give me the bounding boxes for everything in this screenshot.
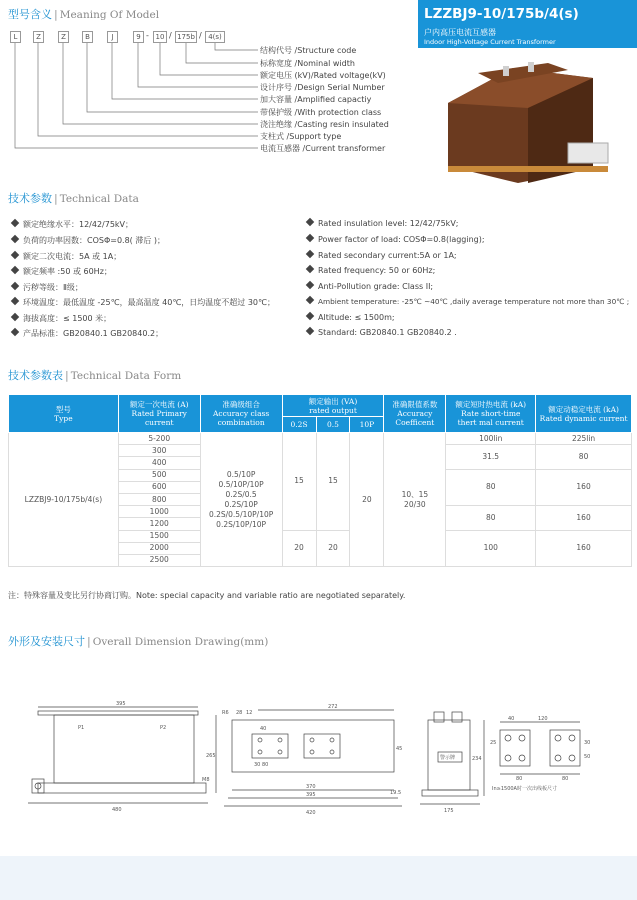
model-box-4s: 4(s): [205, 31, 225, 43]
dim-term-25: 25: [490, 740, 497, 746]
tech-title: 技术参数 | Technical Data: [8, 192, 139, 205]
top-view-drawing: [218, 700, 418, 828]
banner-model: LZZBJ9-10/175b/4(s): [424, 6, 579, 22]
cell-dynamic-5: 160: [536, 530, 632, 567]
tech-right-7: Altitude: ≤ 1500m;: [307, 313, 395, 322]
tech-left-6: 环境温度：最低温度 -25℃，最高温度 40℃，日均温度不超过 30℃；: [12, 297, 275, 308]
page-footer: [0, 856, 637, 900]
cell-thermal-4: 80: [446, 506, 536, 530]
cell-dynamic-1: 225lin: [536, 433, 632, 445]
cell-coef: 10、15 20/30: [384, 433, 446, 567]
th-out-10p: 10P: [350, 417, 384, 433]
product-photo: [418, 48, 637, 192]
model-item-ct: 电流互感器 /Current transformer: [260, 144, 386, 153]
model-item-width: 标称宽度 /Nominal width: [260, 59, 355, 68]
cell-dynamic-2: 80: [536, 445, 632, 469]
cell-accuracy: 0.5/10P 0.5/10P/10P 0.2S/0.5 0.2S/10P 0.2S/0.5/10P/10P 0.2S/10P/10P: [200, 433, 282, 567]
th-out-02s: 0.2S: [282, 417, 316, 433]
tech-left-2: 负荷的功率因数：COSΦ=0.8( 滞后 )；: [12, 235, 165, 246]
tech-title-en: Technical Data: [59, 193, 139, 205]
model-leader-lines: [0, 0, 260, 160]
tech-left-7: 海拔高度：≤ 1500 米；: [12, 313, 111, 324]
label-p1: P1: [78, 725, 85, 731]
cell-dynamic-3: 160: [536, 469, 632, 506]
th-output: 额定输出 (VA) rated output: [282, 395, 384, 417]
table-title-cn: 技术参数表: [8, 369, 63, 382]
cell-current: 2000: [118, 542, 200, 554]
drawing-title: 外形及安装尺寸 | Overall Dimension Drawing(mm): [8, 635, 269, 648]
dim-top-28: 28: [236, 710, 243, 716]
model-item-support: 支柱式 /Support type: [260, 132, 342, 141]
model-item-protection: 带保护级 /With protection class: [260, 108, 382, 117]
dim-top-30: 30: [254, 762, 261, 768]
dim-term-40: 40: [508, 716, 515, 722]
banner-name-en: Indoor High-Voltage Current Transformer: [424, 38, 556, 46]
model-box-j: J: [107, 31, 118, 43]
cell-current: 1000: [118, 506, 200, 518]
front-view-drawing: [20, 697, 220, 817]
cell-out-10p: 20: [350, 433, 384, 567]
product-banner: [418, 0, 637, 192]
cell-out-05-2: 20: [316, 530, 350, 567]
dim-top-395: 395: [306, 792, 316, 798]
cell-out-02s-2: 20: [282, 530, 316, 567]
tech-title-cn: 技术参数: [8, 192, 52, 205]
tech-right-5: Anti-Pollution grade: Class II;: [307, 282, 433, 291]
tech-right-8: Standard: GB20840.1 GB20840.2 .: [307, 328, 457, 337]
cell-thermal-1: 100lin: [446, 433, 536, 445]
th-type: 型号 Type: [9, 395, 119, 433]
cell-thermal-2: 31.5: [446, 445, 536, 469]
model-box-b: B: [82, 31, 93, 43]
th-accuracy: 准确级组合 Accuracy class combination: [200, 395, 282, 433]
table-row: [9, 433, 632, 445]
model-box-175b: 175b: [175, 31, 197, 43]
dim-term-30: 30: [584, 740, 591, 746]
tech-right-1: Rated insulation level: 12/42/75kV;: [307, 219, 458, 228]
model-meaning-title-en: Meaning Of Model: [59, 9, 160, 21]
side-view-drawing: [412, 700, 492, 820]
dim-term-120: 120: [538, 716, 548, 722]
model-item-design: 设计序号 /Design Serial Number: [260, 83, 385, 92]
model-item-voltage: 额定电压 (kV)/Rated voltage(kV): [260, 71, 386, 80]
th-primary: 额定一次电流 (A) Rated Primary current: [118, 395, 200, 433]
cell-current: 2500: [118, 554, 200, 566]
cell-current: 600: [118, 481, 200, 493]
dim-front-395: 395: [116, 701, 126, 707]
th-out-05: 0.5: [316, 417, 350, 433]
model-meaning-title-cn: 型号含义: [8, 8, 52, 21]
model-slash-1: /: [169, 31, 172, 40]
dim-top-19-5: 19.5: [390, 790, 402, 796]
dim-top-272: 272: [328, 704, 338, 710]
cell-current: 1500: [118, 530, 200, 542]
drawing-title-cn: 外形及安装尺寸: [8, 635, 85, 648]
cell-current: 400: [118, 457, 200, 469]
warning-plate-label: 警示牌: [440, 755, 456, 761]
cell-thermal-3: 80: [446, 469, 536, 506]
dim-top-r6: R6: [222, 710, 229, 716]
terminal-note: In≥1500A时一次出线板尺寸: [492, 786, 557, 792]
table-title: 技术参数表 | Technical Data Form: [8, 369, 182, 382]
dim-top-40: 40: [260, 726, 267, 732]
cell-out-02s-1: 15: [282, 433, 316, 531]
tech-left-3: 额定二次电流：5A 或 1A；: [12, 251, 121, 262]
cell-current: 500: [118, 469, 200, 481]
dim-top-80: 80: [262, 762, 269, 768]
th-coef: 准确限值系数 Accuracy Coefficent: [384, 395, 446, 433]
dim-term-80-b: 80: [562, 776, 569, 782]
cell-out-05-1: 15: [316, 433, 350, 531]
model-meaning-title: 型号含义 | Meaning Of Model: [8, 8, 160, 21]
cell-thermal-5: 100: [446, 530, 536, 567]
dim-term-50: 50: [584, 754, 591, 760]
dim-front-480: 480: [112, 807, 122, 813]
dim-top-12: 12: [246, 710, 253, 716]
tech-right-4: Rated frequency: 50 or 60Hz;: [307, 266, 435, 275]
model-item-structure: 结构代号 /Structure code: [260, 46, 357, 55]
spec-table: [8, 394, 632, 567]
dim-front-265: 265: [206, 753, 216, 759]
tech-right-6: Ambient temperature: -25℃ ~40℃ ,daily average temperature not more than 30℃ ;: [307, 297, 629, 306]
dim-top-370: 370: [306, 784, 316, 790]
th-dynamic: 额定动稳定电流 (kA) Rated dynamic current: [536, 395, 632, 433]
dim-term-80-a: 80: [516, 776, 523, 782]
tech-left-8: 产品标准：GB20840.1 GB20840.2；: [12, 328, 163, 339]
cell-type: LZZBJ9-10/175b/4(s): [9, 433, 119, 567]
tech-left-1: 额定绝缘水平：12/42/75kV；: [12, 219, 133, 230]
dim-side-175: 175: [444, 808, 454, 814]
drawing-title-en: Overall Dimension Drawing(mm): [92, 636, 269, 648]
model-box-10: 10: [153, 31, 167, 43]
th-thermal: 额定短时热电流 (kA) Rate short-time thert mal current: [446, 395, 536, 433]
model-box-l: L: [10, 31, 21, 43]
table-title-en: Technical Data Form: [70, 370, 182, 382]
label-p2: P2: [160, 725, 167, 731]
dim-side-234: 234: [472, 756, 482, 762]
cell-current: 300: [118, 445, 200, 457]
cell-current: 1200: [118, 518, 200, 530]
model-box-9: 9: [133, 31, 144, 43]
cell-current: 800: [118, 493, 200, 505]
tech-left-5: 污秽等级：Ⅱ级；: [12, 282, 83, 293]
model-box-z1: Z: [33, 31, 44, 43]
terminal-plate-drawing: [488, 714, 608, 794]
model-box-z2: Z: [58, 31, 69, 43]
table-note: 注：特殊容量及变比另行协商订购。Note: special capacity and variable ratio are negotiated separately.: [8, 591, 406, 600]
tech-right-3: Rated secondary current:5A or 1A;: [307, 251, 457, 260]
model-item-casting: 浇注绝缘 /Casting resin insulated: [260, 120, 389, 129]
dim-top-45: 45: [396, 746, 403, 752]
tech-right-2: Power factor of load: COSΦ=0.8(lagging);: [307, 235, 485, 244]
label-m8: M8: [202, 777, 210, 783]
cell-current: 5-200: [118, 433, 200, 445]
banner-name-cn: 户内高压电流互感器: [424, 28, 496, 37]
dim-top-420: 420: [306, 810, 316, 816]
model-item-capacity: 加大容量 /Amplified capactiy: [260, 95, 372, 104]
cell-dynamic-4: 160: [536, 506, 632, 530]
tech-left-4: 额定频率 :50 或 60Hz；: [12, 266, 112, 277]
model-separator: -: [146, 31, 149, 40]
model-slash-2: /: [199, 31, 202, 40]
